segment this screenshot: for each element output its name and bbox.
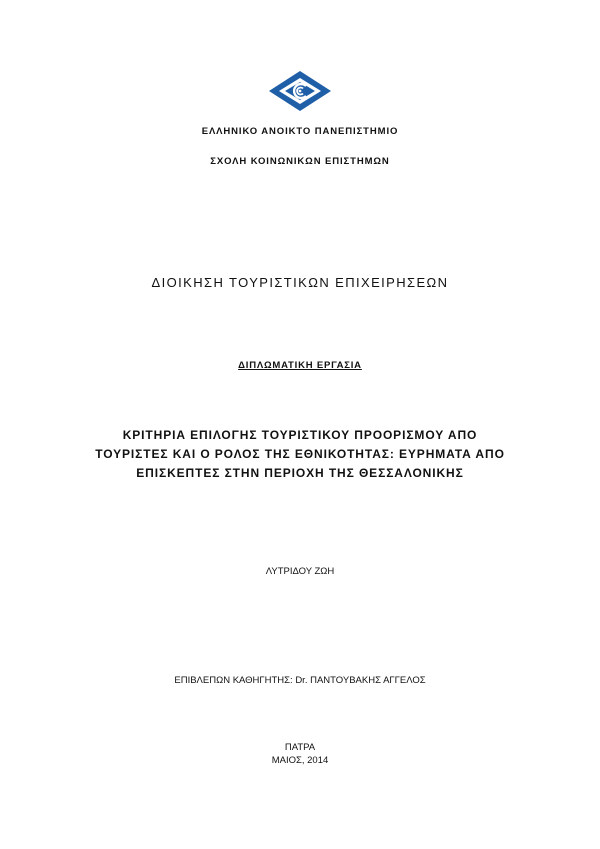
- thesis-title-line: ΕΠΙΣΚΕΠΤΕΣ ΣΤΗΝ ΠΕΡΙΟΧΗ ΤΗΣ ΘΕΣΣΑΛΟΝΙΚΗΣ: [136, 466, 464, 480]
- program-name: ΔΙΟΙΚΗΣΗ ΤΟΥΡΙΣΤΙΚΩΝ ΕΠΙΧΕΙΡΗΣΕΩΝ: [151, 275, 449, 290]
- document-type-text: ΔΙΠΛΩΜΑΤΙΚΗ ΕΡΓΑΣΙΑ: [238, 360, 362, 371]
- university-logo-icon: [268, 70, 332, 112]
- city: ΠΑΤΡΑ: [284, 742, 316, 753]
- document-type-label: [0, 360, 600, 371]
- thesis-title: [0, 426, 600, 483]
- school-name: ΣΧΟΛΗ ΚΟΙΝΩΝΙΚΩΝ ΕΠΙΣΤΗΜΩΝ: [210, 156, 390, 167]
- university-name: ΕΛΛΗΝΙΚΟ ΑΝΟΙΚΤΟ ΠΑΝΕΠΙΣΤΗΜΙΟ: [201, 126, 399, 137]
- author-name: ΛΥΤΡΙΔΟΥ ΖΩΗ: [265, 566, 335, 577]
- thesis-title-line: ΚΡΙΤΗΡΙΑ ΕΠΙΛΟΓΗΣ ΤΟΥΡΙΣΤΙΚΟΥ ΠΡΟΟΡΙΣΜΟΥ ΑΠΟ: [122, 428, 478, 442]
- date: ΜΑΙΟΣ, 2014: [271, 755, 329, 766]
- thesis-title-line: ΤΟΥΡΙΣΤΕΣ ΚΑΙ Ο ΡΟΛΟΣ ΤΗΣ ΕΘΝΙΚΟΤΗΤΑΣ: ΕΥΡΗΜΑΤΑ ΑΠΟ: [95, 447, 505, 461]
- supervisor-line: ΕΠΙΒΛΕΠΩΝ ΚΑΘΗΓΗΤΗΣ: Dr. ΠΑΝΤΟΥΒΑΚΗΣ ΑΓΓΕΛΟΣ: [174, 675, 426, 686]
